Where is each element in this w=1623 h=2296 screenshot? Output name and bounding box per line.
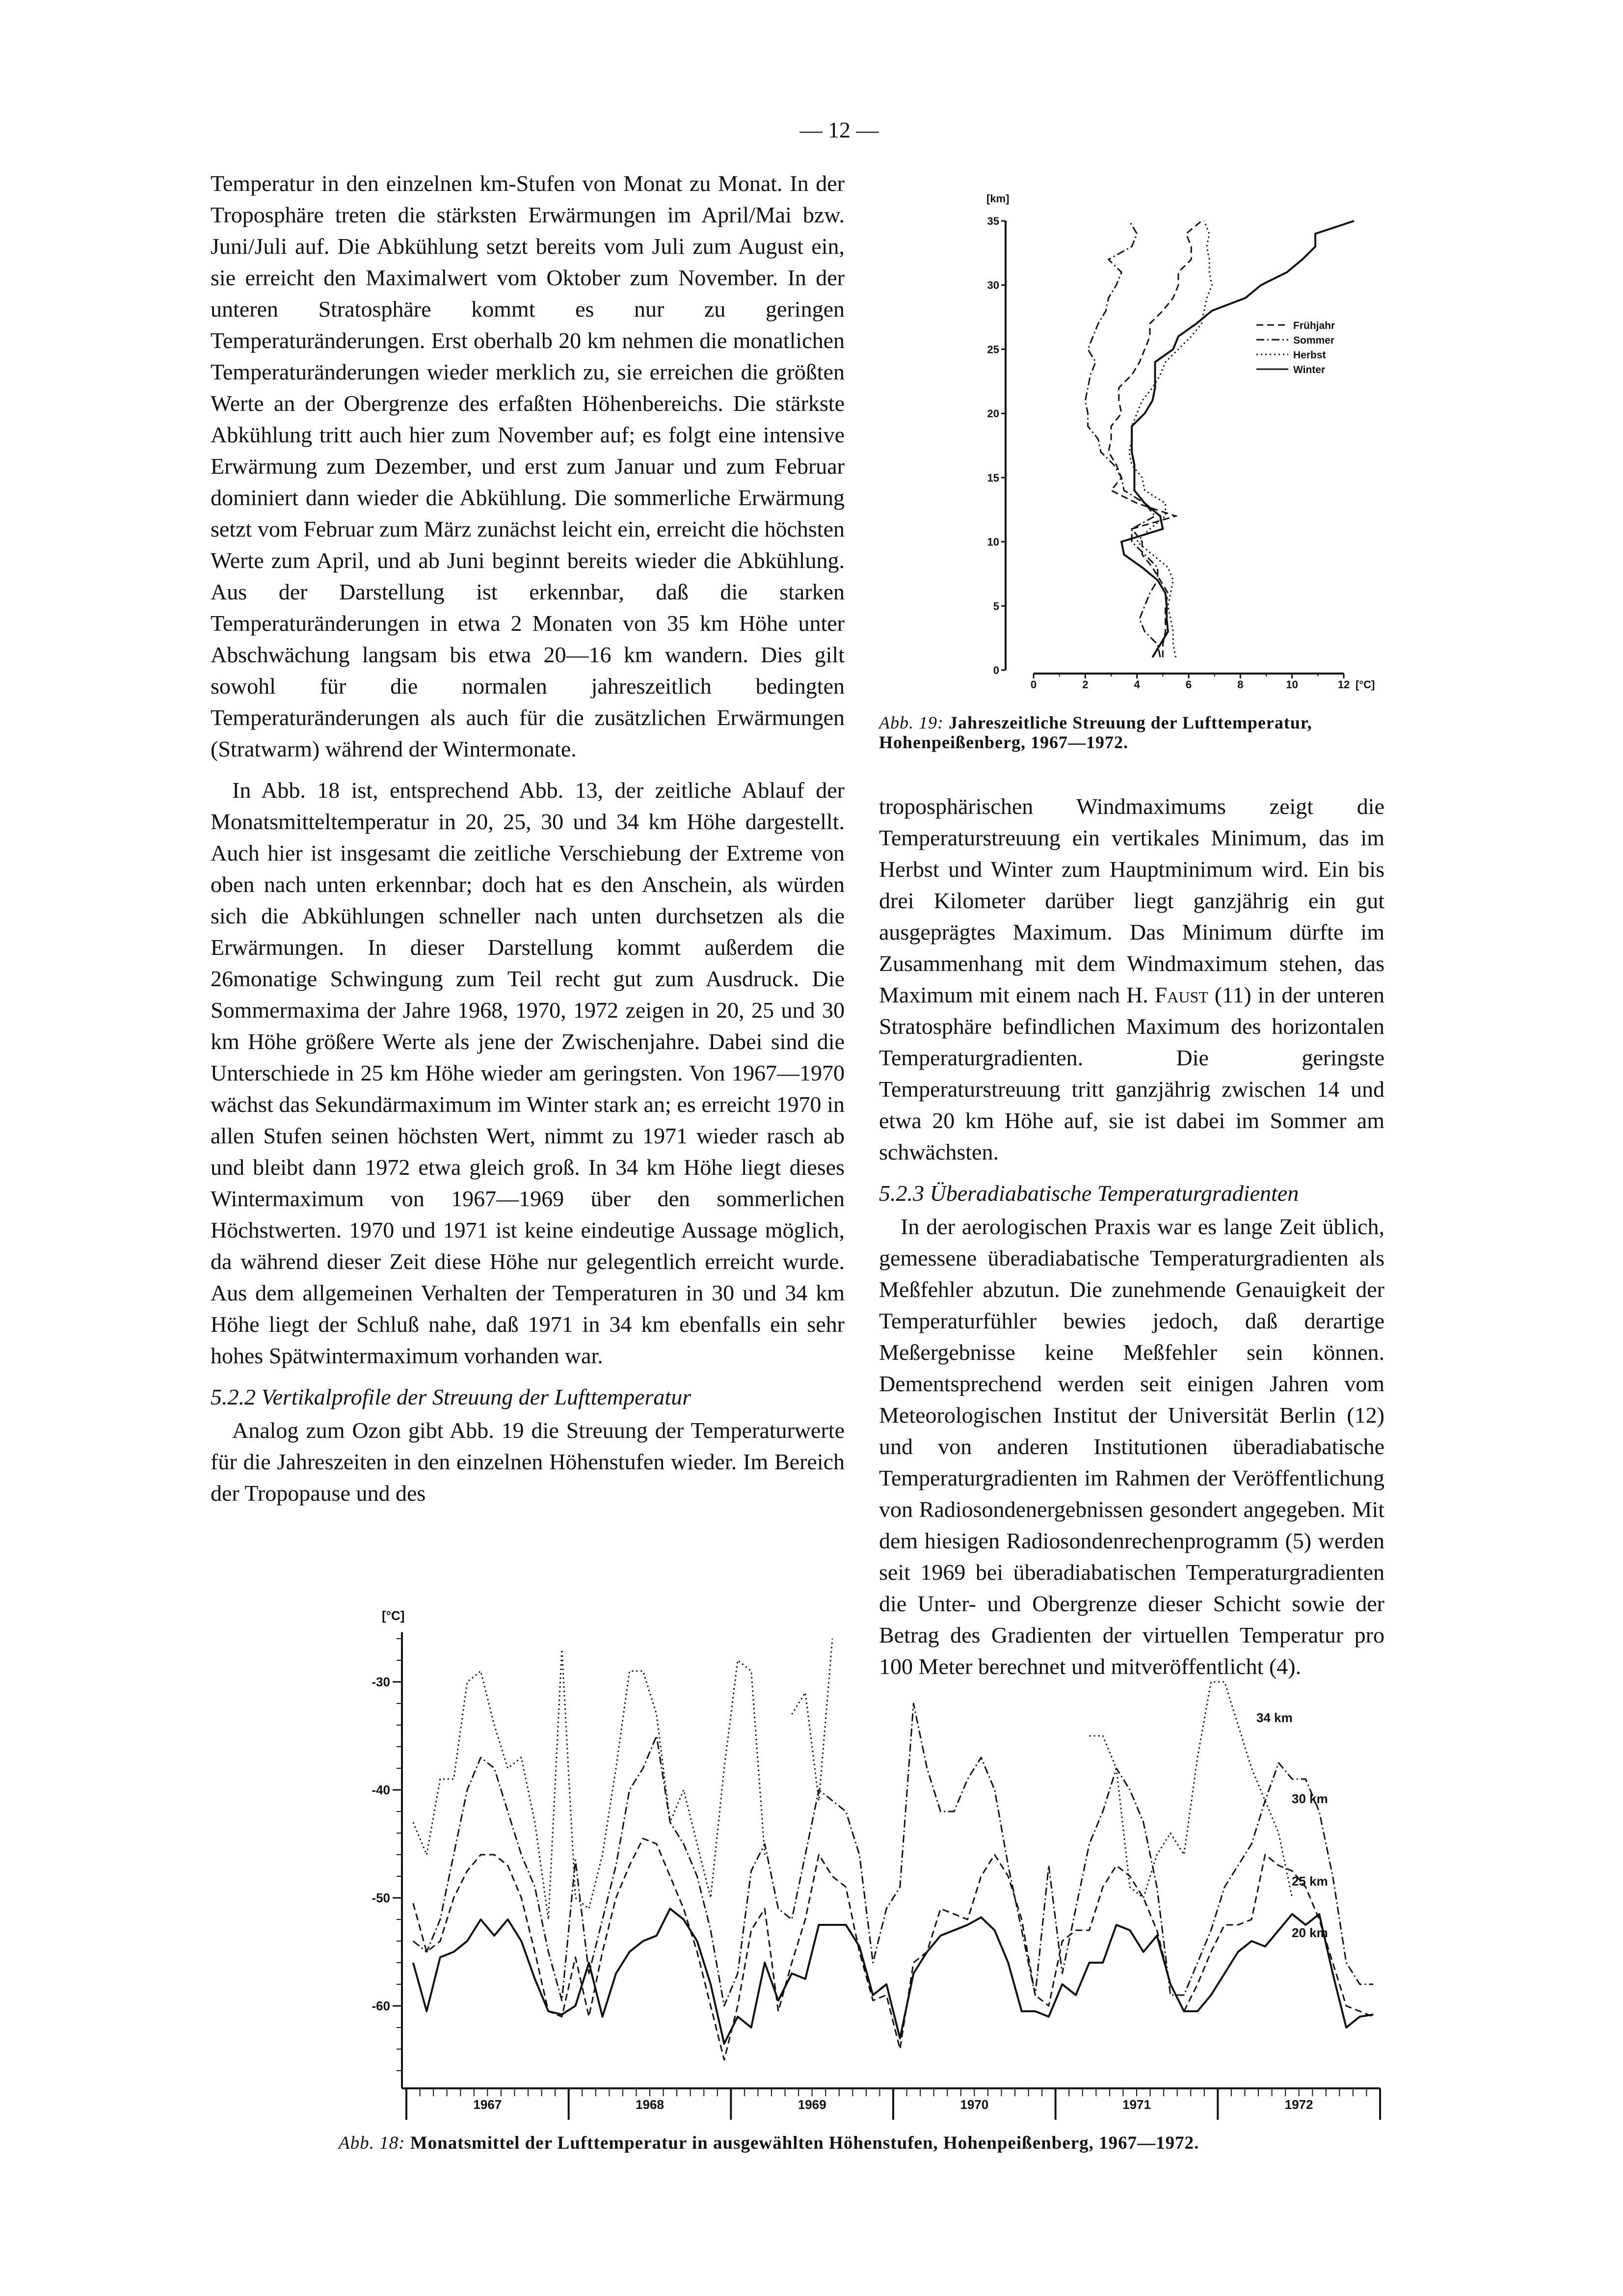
figure-label: Abb. 18: [339,2133,405,2153]
series-line-20km [413,1909,1373,2044]
y-tick-label: -40 [372,1783,390,1797]
series-line-34km [1090,1682,1292,1898]
y-tick-label: 5 [993,600,999,613]
paragraph-p5: In der aerologischen Praxis war es lange Zeit üblich, gemessene überadiabatische Temperaturgradienten als Meßfehler abzutun. Die zunehmende Genauigkeit der Temperaturfühler bewies jedoch, daß derartige Meßergebnisse keine Meßfehler sein können. Dementsprechend werden seit einigen Jahren vom Meteorologischen Institut der Universität Berlin (12) und von anderen Institutionen überadiabatische Temperaturgradienten im Rahmen der Veröffentlichung von Radiosondenergebnissen gesondert angegeben. Mit dem hiesigen Radiosondenrechenprogramm (5) werden seit 1969 bei überadiabatischen Temperaturgradienten die Unter- und Obergrenze dieser Schicht sowie der Betrag des Gradienten der virtuellen Temperatur pro 100 Meter berechnet und mitveröffentlicht (4). [879,1214,1384,1679]
x-tick-label: 1970 [960,2097,989,2112]
legend-label: Frühjahr [1293,320,1335,331]
x-tick-label: 10 [1286,678,1298,691]
y-tick-label: -60 [372,1999,390,2013]
y-axis-unit: [km] [986,192,1010,205]
section-heading-5-2-2: 5.2.2 Vertikalprofile der Streuung der Lufttemperatur [211,1384,692,1409]
profile-line-frühjahr [1109,221,1202,657]
y-tick-label: 30 [987,279,999,292]
series-label: 30 km [1292,1791,1328,1806]
series-line-34km [792,1639,832,1801]
author-name: Faust [1154,982,1208,1007]
caption-text: Jahreszeitliche Streuung der Lufttemperatur, Hohenpeißenberg, 1967—1972. [879,713,1312,752]
page-number: — 12 — [799,117,879,142]
paragraph-p2: In Abb. 18 ist, entsprechend Abb. 13, der zeitliche Ablauf der Monatsmitteltemperatur in 20, 25, 30 und 34 km Höhe dargestellt. Auch hier ist insgesamt die zeitliche Verschiebung der Extreme von oben nach unten erkennbar; doch hat es den Anschein, als würden sich die Abkühlungen schneller nach unten durchsetzen als die Erwärmungen. In dieser Darstellung kommt außerdem die 26monatige Schwingung zum Teil recht gut zum Ausdruck. Die Sommermaxima der Jahre 1968, 1970, 1972 zeigen in 20, 25 und 30 km Höhe größere Werte als jene der Zwischenjahre. Dabei sind die Unterschiede in 25 km Höhe wieder am geringsten. Von 1967—1970 wächst das Sekundärmaximum im Winter stark an; es erreicht 1970 in allen Stufen seinen höchsten Wert, nimmt zu 1971 wieder rasch ab und bleibt dann 1972 etwa gleich groß. In 34 km Höhe liegt dieses Wintermaximum von 1967—1969 über den sommerlichen Höchstwerten. 1970 und 1971 ist keine eindeutige Aussage möglich, da während dieser Zeit diese Höhe nur gelegentlich erreicht wurde. Aus dem allgemeinen Verhalten der Temperaturen in 30 und 34 km Höhe liegt der Schluß nahe, daß 1971 in 34 km ebenfalls ein sehr hohes Spätwintermaximum vorhanden war. [211,778,845,1368]
caption-text: Monatsmittel der Lufttemperatur in ausgewählten Höhenstufen, Hohenpeißenberg, 1967—1972. [410,2133,1199,2153]
paragraph-p3: Analog zum Ozon gibt Abb. 19 die Streuung der Temperaturwerte für die Jahreszeiten in den einzelnen Höhenstufen wieder. Im Bereich der Tropopause und des [211,1418,845,1506]
series-line-34km [413,1649,765,1919]
y-tick-label: 15 [987,471,999,484]
legend-label: Sommer [1293,335,1335,346]
series-label: 25 km [1292,1874,1328,1889]
series-label: 34 km [1256,1710,1293,1725]
legend-label: Winter [1293,364,1326,376]
series-label: 20 km [1292,1925,1328,1940]
paragraph-text: troposphärischen Windmaximums zeigt die Temperaturstreuung ein vertikales Minimum, das im Herbst und Winter zum Hauptminimum wird. Ein bis drei Kilometer darüber liegt ganzjährig ein gut ausgeprägtes Maximum. Das Minimum dürfte im Zusammenhang mit dem Windmaximum stehen, das Maximum mit einem nach H. [879,794,1384,1007]
series-line-30km [413,1703,1373,2006]
y-tick-label: 10 [987,536,999,548]
figure-18-caption [339,2134,1418,2153]
profile-line-herbst [1129,221,1212,657]
paragraph-text: (11) in der unteren Stratosphäre befindlichen Maximum des horizontalen Temperaturgradienten. Die geringste Temperaturstreuung tritt ganzjährig zwischen 14 und etwa 20 km Höhe auf, sie ist dabei im Sommer am schwächsten. [879,982,1384,1164]
x-tick-label: 1972 [1284,2097,1313,2112]
y-axis-unit: [°C] [382,1608,405,1623]
y-tick-label: -30 [372,1675,390,1689]
figure-label: Abb. 19: [879,713,944,732]
series-line-25km [413,1838,1373,2060]
figure-19-caption [879,713,1389,752]
y-tick-label: 35 [987,215,999,227]
right-column [879,791,1384,1682]
x-tick-label: 1968 [636,2097,664,2112]
legend-label: Herbst [1293,350,1326,361]
x-tick-label: 0 [1030,678,1037,691]
y-tick-label: -50 [372,1891,390,1905]
profile-line-sommer [1085,221,1160,657]
paragraph-p4 [879,791,1384,1168]
x-tick-label: 4 [1134,678,1140,691]
x-tick-label: 2 [1082,678,1089,691]
x-tick-label: 8 [1237,678,1244,691]
y-tick-label: 25 [987,343,999,356]
y-tick-label: 0 [993,664,999,676]
y-tick-label: 20 [987,407,999,420]
profile-line-winter [1121,221,1354,657]
section-heading-5-2-3: 5.2.3 Überadiabatische Temperaturgradienten [879,1181,1299,1206]
x-tick-label: 1971 [1122,2097,1151,2112]
x-tick-label: 1967 [473,2097,502,2112]
x-tick-label: 6 [1185,678,1192,691]
x-tick-label: 1969 [798,2097,826,2112]
x-axis-unit: [°C] [1356,678,1375,691]
x-tick-label: 12 [1337,678,1350,691]
paragraph-p1: Temperatur in den einzelnen km-Stufen von Monat zu Monat. In der Troposphäre treten die stärksten Erwärmungen im April/Mai bzw. Juni/Juli auf. Die Abkühlung setzt bereits vom Juli zum August ein, sie erreicht den Maximalwert vom Oktober zum November. In der unteren Stratosphäre kommt es nur zu geringen Temperaturänderungen. Erst oberhalb 20 km nehmen die monatlichen Temperaturänderungen wieder merklich zu, sie erreichen die größten Werte an der Obergrenze des erfaßten Höhenbereichs. Die stärkste Abkühlung tritt auch hier zum November auf; es folgt eine intensive Erwärmung zum Dezember, und erst zum Januar und zum Februar dominiert dann wieder die Abkühlung. Die sommerliche Erwärmung setzt vom Februar zum März zunächst leicht ein, erreicht die höchsten Werte zum April, und ab Juni beginnt bereits wieder die Abkühlung. Aus der Darstellung ist erkennbar, daß die starken Temperaturänderungen in etwa 2 Monaten von 35 km Höhe unter Abschwächung langsam bis etwa 20—16 km wandern. Dies gilt sowohl für die normalen jahreszeitlich bedingten Temperaturänderungen als auch für die zusätzlichen Erwärmungen (Stratwarm) während der Wintermonate. [211,171,845,761]
left-column [211,168,845,1509]
